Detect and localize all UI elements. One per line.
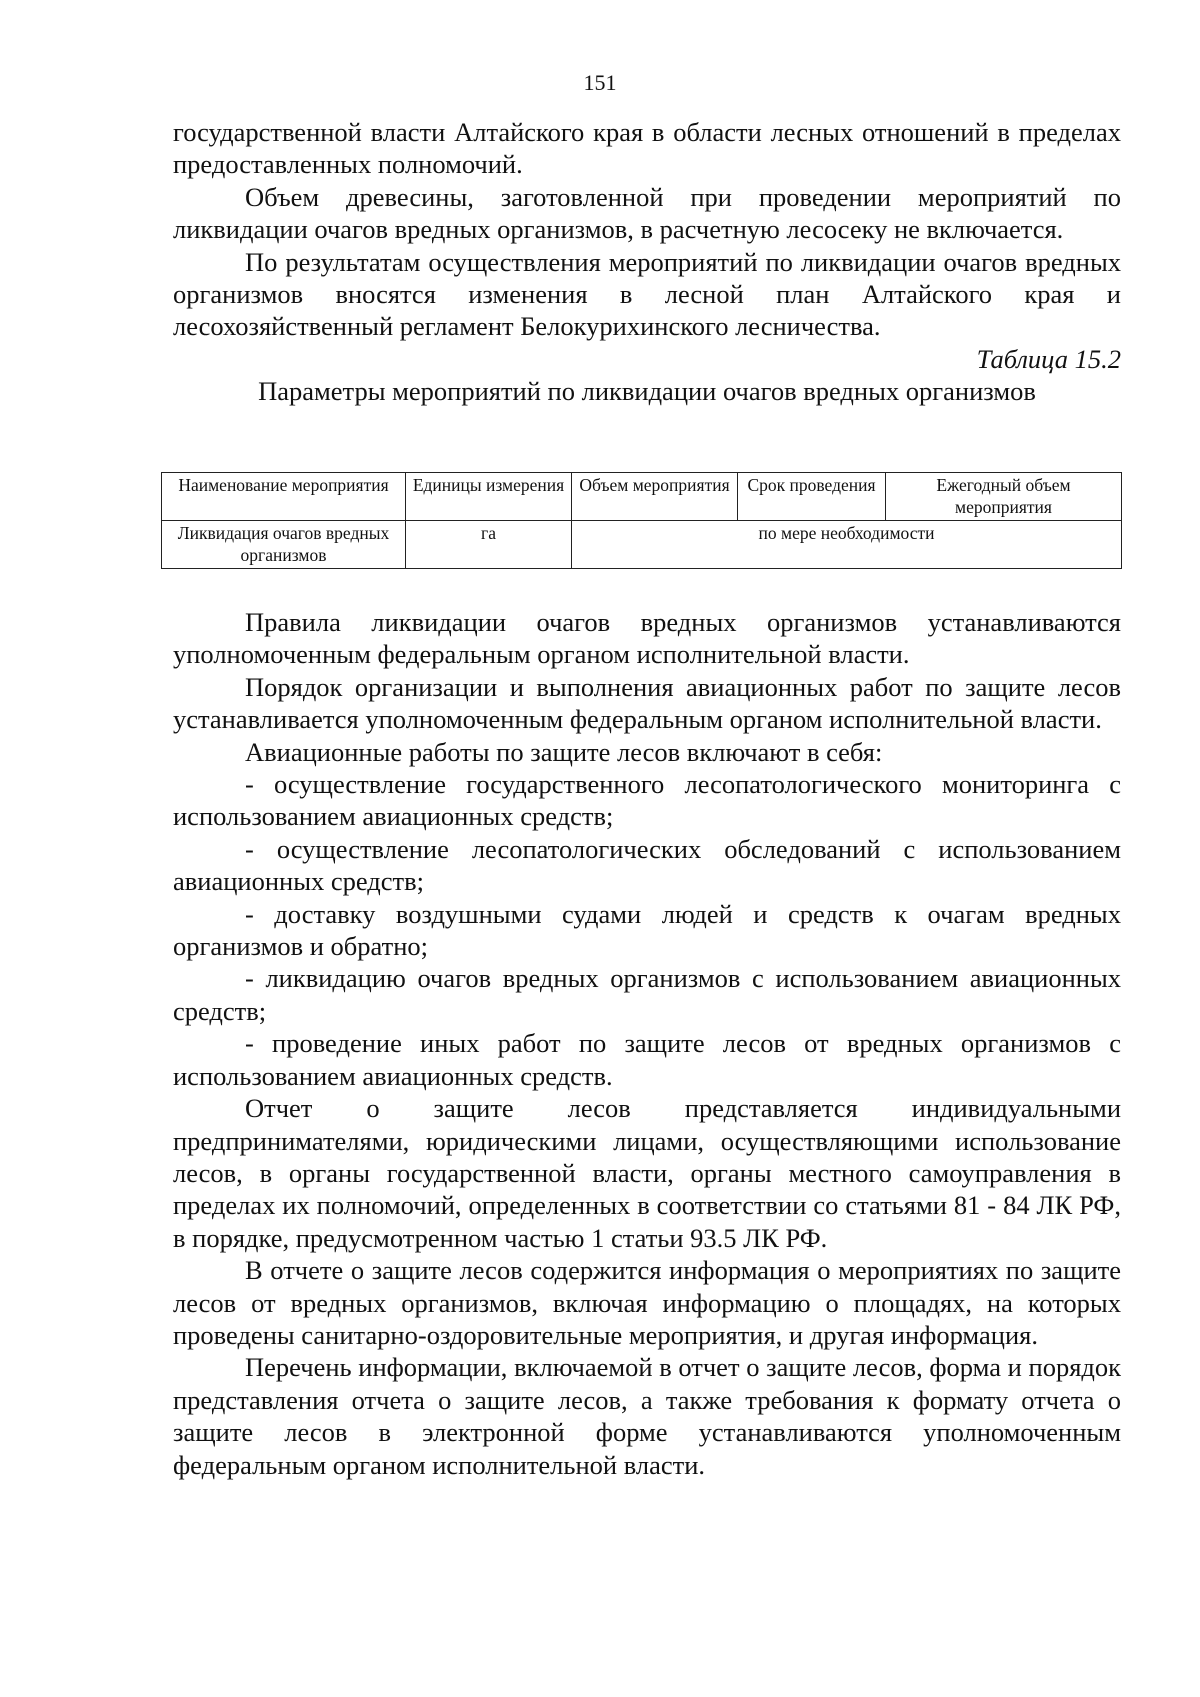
page-number: 151 <box>583 70 617 95</box>
table-cell-name: Ликвидация очагов вредных организмов <box>162 521 406 569</box>
paragraph: Порядок организации и выполнения авиационных работ по защите лесов устанавливается уполномоченным федеральным органом исполнительной власти. <box>173 671 1121 735</box>
table-label: Таблица 15.2 <box>976 343 1121 374</box>
paragraph: Перечень информации, включаемой в отчет о защите лесов, форма и порядок представления отчета о защите лесов, а также требования к формату отчета о защите лесов в электронной форме устанавливаются уполномоченным федеральным органом исполнительной власти. <box>173 1352 1121 1480</box>
paragraph: Правила ликвидации очагов вредных организмов устанавливаются уполномоченным федеральным органом исполнительной власти. <box>173 607 1121 670</box>
paragraph: государственной власти Алтайского края в области лесных отношений в пределах предоставленных полномочий. <box>173 117 1121 180</box>
paragraph: Объем древесины, заготовленной при проведении мероприятий по ликвидации очагов вредных организмов, в расчетную лесосеку не включается. <box>173 181 1121 245</box>
table-header-cell: Ежегодный объем мероприятия <box>886 473 1122 521</box>
table-cell-merged-value: по мере необходимости <box>572 521 1122 569</box>
table-header-row <box>162 473 1122 521</box>
parameters-table <box>161 472 1122 569</box>
table-header-cell: Единицы измерения <box>406 473 572 521</box>
table-header-cell: Объем мероприятия <box>572 473 738 521</box>
table-title: Параметры мероприятий по ликвидации очагов вредных организмов <box>258 376 1036 407</box>
list-item: - ликвидацию очагов вредных организмов с использованием авиационных средств; <box>173 963 1121 1026</box>
bottom-text-block <box>173 606 1121 1481</box>
table-row <box>162 521 1122 569</box>
paragraph: В отчете о защите лесов содержится информация о мероприятиях по защите лесов от вредных организмов, включая информацию о площадях, на которых проведены санитарно-оздоровительные мероприятия, и другая информация. <box>173 1255 1121 1350</box>
paragraph: Отчет о защите лесов представляется индивидуальными предпринимателями, юридическими лицами, осуществляющими использование лесов, в органы государственной власти, органы местного самоуправления в пределах их полномочий, определенных в соответствии со статьями 81 - 84 ЛК РФ, в порядке, предусмотренном частью 1 статьи 93.5 ЛК РФ. <box>173 1093 1121 1253</box>
table-header-cell: Срок проведения <box>738 473 886 521</box>
list-item: - доставку воздушными судами людей и средств к очагам вредных организмов и обратно; <box>173 898 1121 962</box>
top-text-block <box>173 116 1121 408</box>
paragraph: По результатам осуществления мероприятий по ликвидации очагов вредных организмов вносятся изменения в лесной план Алтайского края и лесохозяйственный регламент Белокурихинского лесничества. <box>173 246 1121 342</box>
list-item: - осуществление государственного лесопатологического мониторинга с использованием авиационных средств; <box>173 769 1121 832</box>
list-item: - осуществление лесопатологических обследований с использованием авиационных средств; <box>173 833 1121 897</box>
table-header-cell: Наименование мероприятия <box>162 473 406 521</box>
list-item: - проведение иных работ по защите лесов от вредных организмов с использованием авиационных средств. <box>173 1028 1121 1091</box>
table-cell-unit: га <box>406 521 572 569</box>
paragraph: Авиационные работы по защите лесов включают в себя: <box>245 736 883 767</box>
parameters-table-wrapper <box>161 472 1121 569</box>
